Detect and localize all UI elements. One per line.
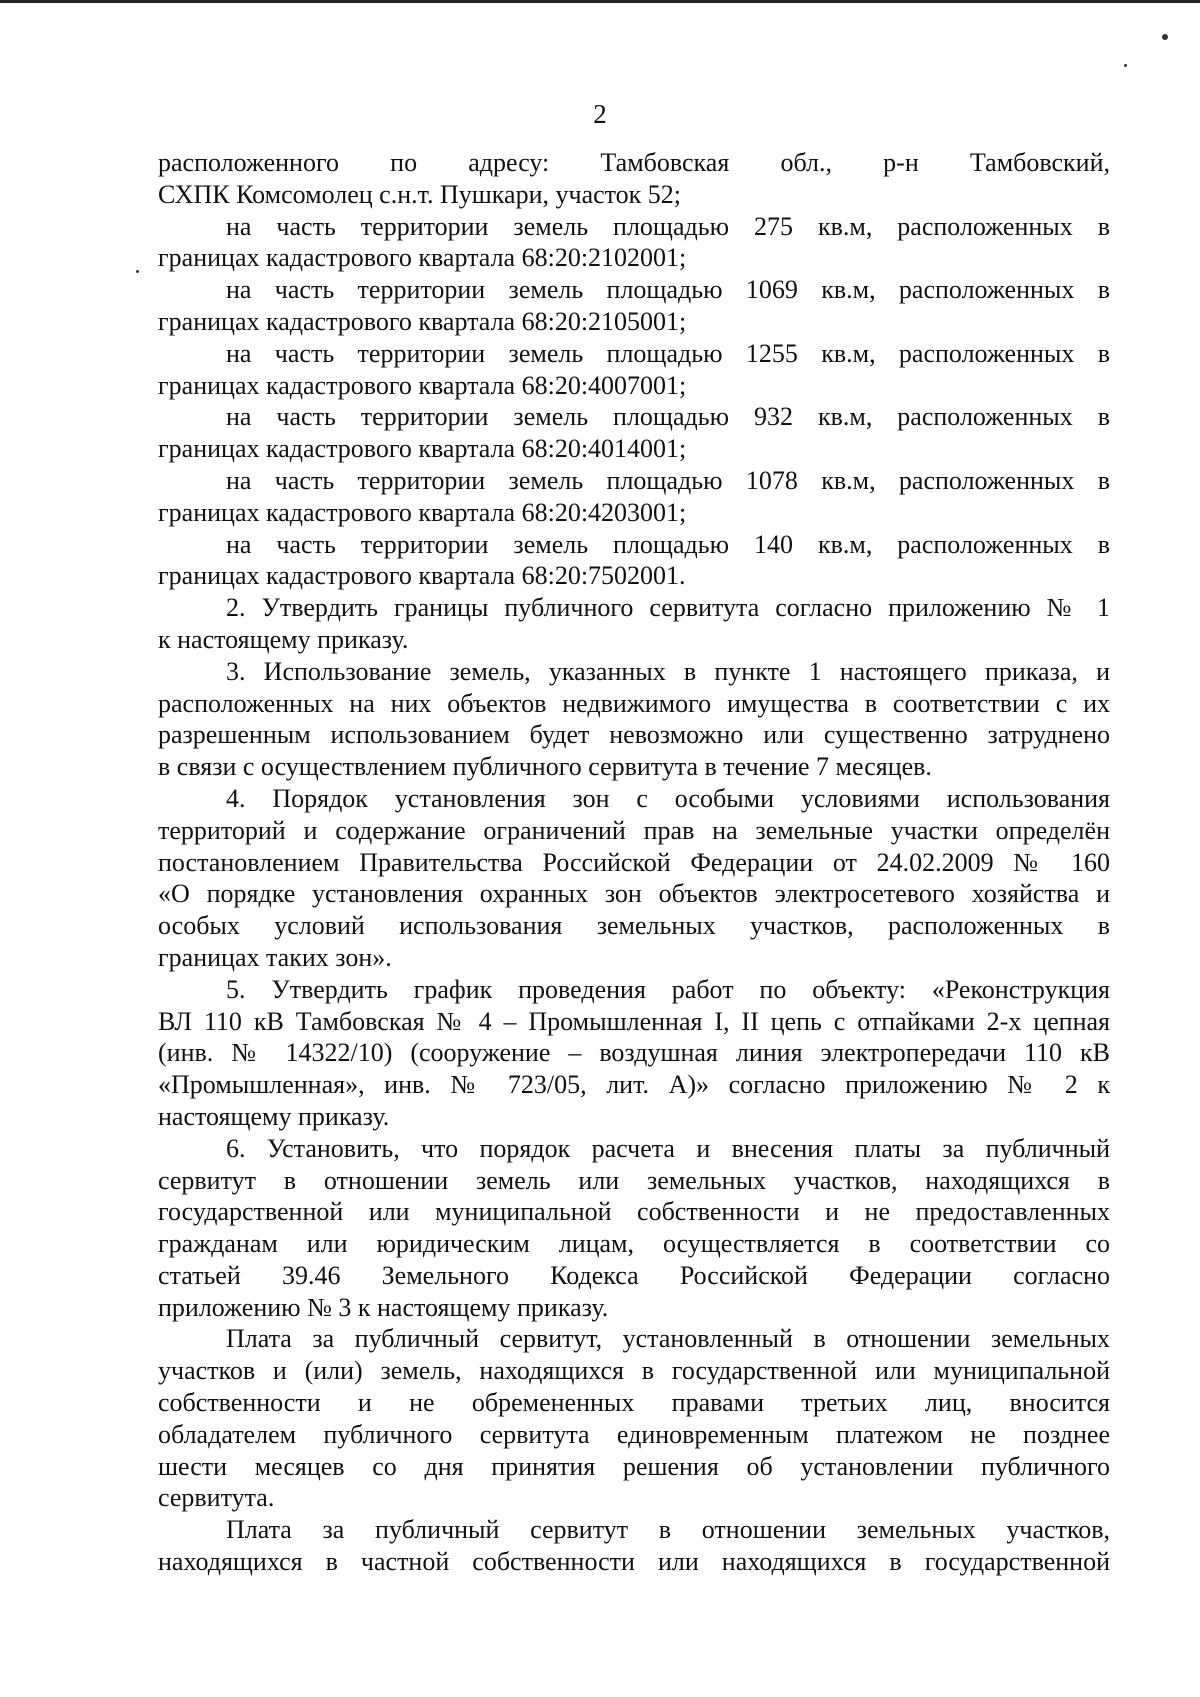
text-line: «О порядке установления охранных зон объектов электросетевого хозяйства и	[158, 879, 1110, 909]
text-line: границах кадастрового квартала 68:20:2105001;	[158, 306, 687, 336]
text-line: границах кадастрового квартала 68:20:4203001;	[158, 497, 687, 527]
scan-speck	[1162, 34, 1168, 40]
text-line: сервитут в отношении земель или земельных участков, находящихся в	[158, 1165, 1110, 1195]
text-line: обладателем публичного сервитута единовременным платежом не позднее	[158, 1419, 1110, 1449]
scan-edge	[0, 0, 1200, 3]
text-line: сервитута.	[158, 1483, 275, 1513]
text-line: (инв. № 14322/10) (сооружение – воздушная линия электропередачи 110 кВ	[158, 1038, 1110, 1068]
text-line: собственности и не обремененных правами третьих лиц, вносится	[158, 1388, 1110, 1418]
text-line: расположенных на них объектов недвижимого имущества в соответствии с их	[158, 688, 1110, 718]
text-line: на часть территории земель площадью 1078 кв.м, расположенных в	[226, 465, 1110, 495]
text-line: участков и (или) земель, находящихся в государственной или муниципальной	[158, 1356, 1110, 1386]
scan-speck	[136, 270, 139, 273]
text-line: на часть территории земель площадью 1255 кв.м, расположенных в	[226, 338, 1110, 368]
text-line: шести месяцев со дня принятия решения об установлении публичного	[158, 1451, 1110, 1481]
text-line: расположенного по адресу: Тамбовская обл., р-н Тамбовский,	[158, 148, 1110, 177]
text-line: на часть территории земель площадью 140 кв.м, расположенных в	[226, 529, 1110, 559]
text-line: ВЛ 110 кВ Тамбовская № 4 – Промышленная I, II цепь с отпайками 2-х цепная	[158, 1006, 1110, 1036]
text-line: 5. Утвердить график проведения работ по объекту: «Реконструкция	[226, 974, 1110, 1004]
text-line: границах кадастрового квартала 68:20:4014001;	[158, 434, 687, 464]
text-line: Плата за публичный сервитут в отношении земельных участков,	[226, 1515, 1110, 1545]
text-line: постановлением Правительства Российской Федерации от 24.02.2009 № 160	[158, 847, 1110, 877]
text-line: особых условий использования земельных участков, расположенных в	[158, 911, 1110, 941]
text-line: 2. Утвердить границы публичного сервитута согласно приложению № 1	[226, 593, 1110, 623]
text-line: гражданам или юридическим лицам, осуществляется в соответствии со	[158, 1229, 1110, 1259]
text-line: государственной или муниципальной собственности и не предоставленных	[158, 1197, 1110, 1227]
text-line: находящихся в частной собственности или находящихся в государственной	[158, 1547, 1110, 1577]
text-line: статьей 39.46 Земельного Кодекса Российской Федерации согласно	[158, 1260, 1110, 1290]
text-line: 4. Порядок установления зон с особыми условиями использования	[226, 783, 1110, 813]
text-line: СХПК Комсомолец с.н.т. Пушкари, участок 52;	[158, 179, 682, 209]
text-line: 6. Установить, что порядок расчета и внесения платы за публичный	[226, 1133, 1110, 1163]
scan-speck	[1124, 64, 1127, 67]
text-line: Плата за публичный сервитут, установленный в отношении земельных	[226, 1324, 1110, 1354]
text-line: границах кадастрового квартала 68:20:2102001;	[158, 243, 687, 273]
text-line: настоящему приказу.	[158, 1101, 390, 1131]
text-line: территорий и содержание ограничений прав на земельные участки определён	[158, 815, 1110, 845]
text-line: к настоящему приказу.	[158, 624, 409, 654]
text-line: на часть территории земель площадью 1069 кв.м, расположенных в	[226, 275, 1110, 305]
text-line: на часть территории земель площадью 932 кв.м, расположенных в	[226, 402, 1110, 432]
text-line: «Промышленная», инв. № 723/05, лит. А)» согласно приложению № 2 к	[158, 1070, 1110, 1100]
text-line: приложению № 3 к настоящему приказу.	[158, 1292, 609, 1322]
page-number: 2	[593, 99, 607, 129]
document-body	[158, 147, 1110, 1578]
text-line: разрешенным использованием будет невозможно или существенно затруднено	[158, 720, 1110, 750]
text-line: 3. Использование земель, указанных в пункте 1 настоящего приказа, и	[226, 656, 1110, 686]
text-line: на часть территории земель площадью 275 кв.м, расположенных в	[226, 211, 1110, 241]
text-line: границах кадастрового квартала 68:20:4007001;	[158, 370, 687, 400]
text-line: в связи с осуществлением публичного сервитута в течение 7 месяцев.	[158, 752, 932, 782]
text-line: границах кадастрового квартала 68:20:7502001.	[158, 561, 686, 591]
text-line: границах таких зон».	[158, 942, 392, 972]
